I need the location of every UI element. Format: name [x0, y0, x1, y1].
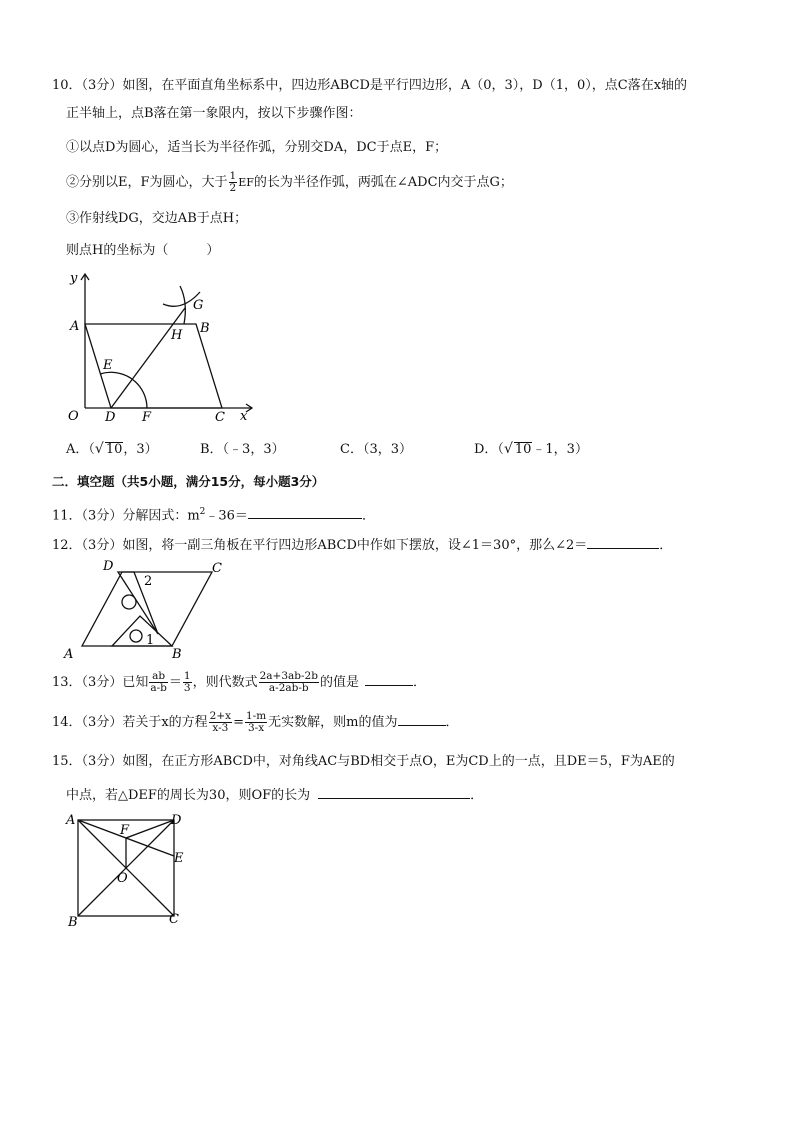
q11-line: [52, 503, 375, 525]
fraction-denominator: a-2ab-b: [268, 682, 309, 694]
set-square-lower: [112, 616, 172, 646]
option-a-tail: ，3）: [123, 442, 158, 457]
q12-score: （3分）: [81, 538, 123, 553]
q13-pre: 已知: [122, 675, 149, 690]
q11-number: 11．: [52, 508, 82, 524]
q10-step2-ef: EF: [238, 176, 254, 189]
q10-text1: 如图，在平面直角坐标系中，四边形ABCD是平行四边形，A（0，3），D（1，0），点C落在x轴的: [122, 78, 688, 93]
option-c[interactable]: C．（3，3）: [340, 442, 412, 457]
section-heading: 二．填空题（共5小题，满分15分，每小题3分）: [52, 474, 325, 489]
fraction-denominator: a-b: [150, 682, 167, 694]
q15-line1: [52, 753, 675, 771]
q11-exponent: 2: [199, 507, 206, 517]
q12-end: ．: [659, 538, 673, 553]
label-e: E: [174, 851, 184, 866]
half-fraction: [229, 171, 238, 194]
q13-fraction-2: [183, 671, 192, 694]
q10-line1: [52, 77, 687, 95]
q14-fraction-2: [245, 711, 267, 734]
label-d: D: [105, 410, 116, 425]
label-d: D: [171, 813, 182, 828]
q10-step2-pre: ②分别以E，F为圆心，大于: [66, 175, 228, 190]
q15-end: ．: [470, 788, 484, 803]
q15-square-figure: [62, 810, 192, 930]
q13-fraction-3: [259, 671, 319, 694]
fraction-denominator: 3: [183, 682, 191, 694]
q12-answer-blank[interactable]: [587, 536, 659, 549]
fraction-numerator: 1: [229, 170, 237, 182]
q13-line: [52, 670, 426, 696]
fraction-denominator: 2: [229, 182, 237, 194]
q10-line2: 正半轴上，点B落在第一象限内，按以下步骤作图：: [66, 106, 362, 121]
q12-parallelogram-figure: [62, 558, 232, 662]
option-b[interactable]: B．（﹣3，3）: [200, 442, 285, 457]
fraction-denominator: x-3: [212, 722, 229, 734]
fraction-numerator: ab: [149, 671, 168, 683]
fraction-numerator: 2+x: [209, 710, 232, 722]
q10-step2: [66, 171, 513, 194]
label-angle-2: 2: [144, 574, 153, 589]
q13-number: 13．: [52, 675, 82, 690]
option-a-radicand: 10: [105, 442, 123, 457]
label-b: B: [172, 647, 182, 662]
q14-post: 无实数解，则m的值为: [268, 715, 398, 730]
q13-fraction-1: [149, 671, 168, 694]
q11-text-post: ﹣36＝: [205, 508, 248, 524]
q15-line2: [66, 786, 483, 805]
q13-mid: ，则代数式: [192, 675, 258, 690]
label-a: A: [70, 319, 80, 334]
q13-end: ．: [412, 675, 426, 690]
label-g: G: [193, 298, 204, 313]
q13-score: （3分）: [81, 675, 123, 690]
label-angle-1: 1: [146, 633, 155, 648]
q15-score: （3分）: [81, 754, 123, 769]
q12-text: 如图，将一副三角板在平行四边形ABCD中作如下摆放，设∠1＝30°，那么∠2＝: [122, 538, 588, 553]
q13-answer-blank[interactable]: [365, 673, 413, 686]
fraction-denominator: 3-x: [248, 722, 265, 734]
fraction-numerator: 1-m: [245, 710, 267, 722]
option-a-label: A．（: [66, 442, 95, 457]
label-a: A: [64, 647, 74, 662]
label-f: F: [142, 410, 152, 425]
q14-end: ．: [445, 715, 459, 730]
option-d[interactable]: [474, 440, 588, 459]
q14-score: （3分）: [81, 715, 123, 730]
option-d-label: D．（: [474, 442, 504, 457]
label-c: C: [215, 410, 225, 425]
q14-answer-blank[interactable]: [398, 713, 446, 726]
set-square-hole-upper: [122, 595, 136, 609]
fraction-numerator: 2a+3ab-2b: [259, 670, 318, 682]
q12-number: 12．: [52, 538, 82, 553]
label-e: E: [103, 358, 113, 373]
label-d: D: [103, 559, 114, 574]
option-d-tail: ﹣1，3）: [532, 442, 588, 457]
label-x: x: [240, 409, 248, 424]
q10-score: （3分）: [81, 78, 123, 93]
label-f: F: [120, 823, 130, 838]
option-a[interactable]: [66, 440, 200, 459]
radical-icon: √: [503, 441, 513, 457]
q11-score: （3分）: [81, 508, 123, 524]
q14-fraction-1: [209, 711, 232, 734]
q15-text2: 中点，若△DEF的周长为30，则OF的长为: [66, 788, 311, 803]
label-b: B: [68, 915, 78, 930]
ray-dg: [111, 308, 185, 408]
label-h: H: [171, 328, 183, 343]
q10-step3: ③作射线DG，交边AB于点H；: [66, 211, 248, 226]
label-o: O: [117, 871, 128, 886]
q12-line: [52, 536, 672, 555]
q10-step2-post: 的长为半径作弧，两弧在∠ADC内交于点G；: [253, 175, 513, 190]
q14-pre: 若关于x的方程: [122, 715, 208, 730]
label-c: C: [169, 912, 179, 927]
set-square-hole-lower: [130, 630, 142, 642]
q13-equals: ＝: [168, 675, 182, 690]
q14-line: [52, 710, 459, 736]
label-c: C: [212, 561, 222, 576]
radical-icon: √: [94, 441, 104, 457]
q15-answer-blank[interactable]: [318, 786, 470, 799]
label-b: B: [200, 321, 210, 336]
label-a: A: [66, 813, 76, 828]
q10-options: [66, 440, 588, 459]
segment-fd: [126, 820, 174, 838]
q14-number: 14．: [52, 715, 82, 730]
q10-number: 10．: [52, 78, 82, 93]
q14-equals: =: [233, 715, 244, 730]
q11-text-pre: 分解因式：m: [122, 508, 200, 524]
label-o: O: [68, 409, 79, 424]
q11-end: ．: [361, 508, 375, 524]
q13-post: 的值是: [319, 675, 359, 690]
fraction-numerator: 1: [183, 670, 191, 682]
q15-text1: 如图，在正方形ABCD中，对角线AC与BD相交于点O，E为CD上的一点，且DE＝5，F为AE的: [122, 754, 675, 769]
q10-ask: [66, 242, 219, 260]
option-d-radicand: 10: [514, 442, 532, 457]
q10-ask-pre: 则点H的坐标为（: [66, 243, 169, 258]
label-y: y: [70, 271, 78, 286]
q10-step1: ①以点D为圆心，适当长为半径作弧，分别交DA，DC于点E，F；: [66, 140, 448, 155]
q10-coordinate-figure: [60, 268, 260, 428]
q10-ask-post: ）: [206, 243, 220, 258]
q15-number: 15．: [52, 754, 82, 769]
q11-answer-blank[interactable]: [248, 506, 362, 519]
